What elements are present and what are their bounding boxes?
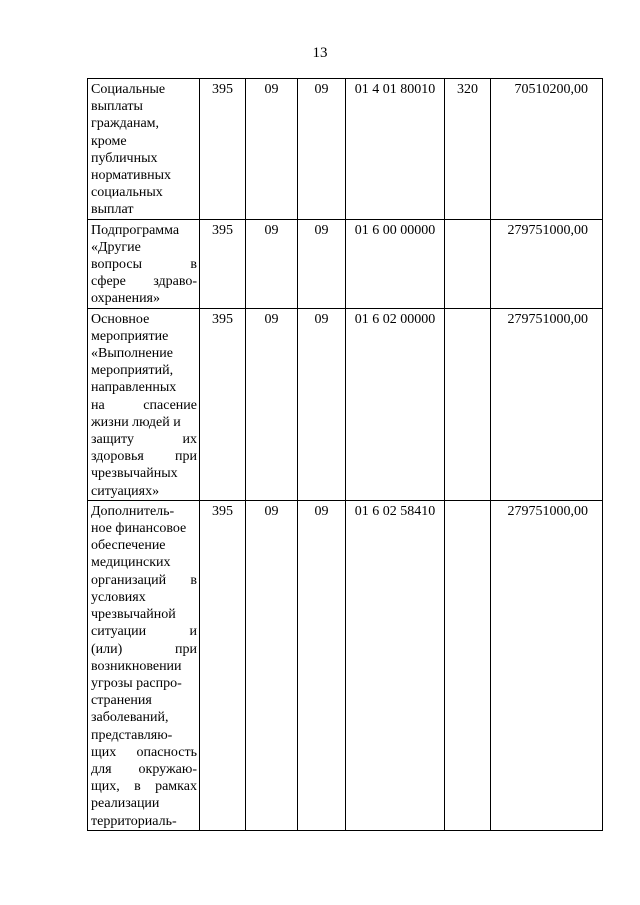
item-name-line: угрозы распро- — [91, 675, 182, 691]
item-name-line: представляю- — [91, 727, 173, 743]
item-name-line: публичных — [91, 150, 158, 166]
expense-type-cell: 320 — [445, 79, 491, 220]
item-name-line: ситуациях» — [91, 483, 160, 499]
item-name-line: (или) при — [91, 641, 197, 657]
item-name-line: Основное — [91, 311, 150, 327]
item-name-line: условиях — [91, 589, 146, 605]
table-body — [88, 79, 603, 831]
item-name-line: территориаль- — [91, 813, 177, 829]
item-name-line: Дополнитель- — [91, 503, 175, 519]
table-row — [88, 308, 603, 500]
item-name-line: организаций в — [91, 572, 197, 588]
item-name-line: гражданам, — [91, 116, 160, 132]
amount-cell: 70510200,00 — [491, 79, 603, 220]
subsection-code-cell: 09 — [298, 500, 346, 830]
item-name-line: жизни людей и — [91, 414, 181, 430]
item-name-line: выплаты — [91, 99, 143, 115]
item-name-line: мероприятий, — [91, 363, 174, 379]
target-article-cell: 01 6 00 00000 — [346, 219, 445, 308]
item-name-line: выплат — [91, 202, 134, 218]
item-name-line: нормативных — [91, 168, 172, 184]
item-name-line: Социальные — [91, 82, 166, 97]
item-name-line: щих, в рамках — [91, 779, 197, 795]
item-name-line: чрезвычайной — [91, 607, 176, 623]
item-name-line: здоровья при — [91, 449, 197, 465]
item-name-line: ное финансовое — [91, 521, 187, 537]
section-code-cell: 09 — [246, 219, 298, 308]
amount-cell: 279751000,00 — [491, 308, 603, 500]
item-name-line: реализации — [91, 796, 160, 812]
item-name-line: на спасение — [91, 397, 197, 413]
target-article-cell: 01 6 02 00000 — [346, 308, 445, 500]
subsection-code-cell: 09 — [298, 219, 346, 308]
table-row — [88, 500, 603, 830]
expense-type-cell — [445, 308, 491, 500]
item-name-line: направленных — [91, 380, 177, 396]
amount-cell: 279751000,00 — [491, 219, 603, 308]
target-article-cell: 01 6 02 58410 — [346, 500, 445, 830]
expense-type-cell — [445, 219, 491, 308]
subsection-code-cell: 09 — [298, 308, 346, 500]
subsection-code-cell: 09 — [298, 79, 346, 220]
item-name-line: странения — [91, 693, 152, 709]
item-name-line: охранения» — [91, 291, 160, 307]
item-name-line: кроме — [91, 133, 127, 149]
item-name-line: социальных — [91, 185, 163, 201]
item-name-line: для окружаю- — [91, 761, 197, 777]
item-name-line: «Другие — [91, 239, 141, 255]
ministry-code-cell: 395 — [200, 308, 246, 500]
amount-cell: 279751000,00 — [491, 500, 603, 830]
section-code-cell: 09 — [246, 79, 298, 220]
item-name-cell — [88, 308, 200, 500]
table-row — [88, 79, 603, 220]
section-code-cell: 09 — [246, 308, 298, 500]
section-code-cell: 09 — [246, 500, 298, 830]
ministry-code-cell: 395 — [200, 500, 246, 830]
item-name-line: мероприятие — [91, 328, 169, 344]
item-name-line: сфере здраво- — [91, 274, 197, 290]
ministry-code-cell: 395 — [200, 79, 246, 220]
item-name-line: Подпрограмма — [91, 222, 180, 238]
table-row — [88, 219, 603, 308]
target-article-cell: 01 4 01 80010 — [346, 79, 445, 220]
item-name-line: медицинских — [91, 555, 171, 571]
item-name-line: вопросы в — [91, 257, 197, 273]
item-name-line: щих опасность — [91, 744, 197, 760]
page-number: 13 — [312, 45, 328, 61]
expense-type-cell — [445, 500, 491, 830]
item-name-line: возникновении — [91, 658, 182, 674]
item-name-line: «Выполнение — [91, 346, 173, 362]
item-name-line: чрезвычайных — [91, 466, 178, 482]
item-name-line: обеспечение — [91, 538, 166, 554]
item-name-cell — [88, 500, 200, 830]
item-name-cell — [88, 219, 200, 308]
item-name-line: заболеваний, — [91, 710, 169, 726]
budget-table — [87, 78, 603, 831]
ministry-code-cell: 395 — [200, 219, 246, 308]
item-name-cell — [88, 79, 200, 220]
item-name-line: защиту их — [91, 432, 197, 448]
item-name-line: ситуации и — [91, 624, 197, 640]
